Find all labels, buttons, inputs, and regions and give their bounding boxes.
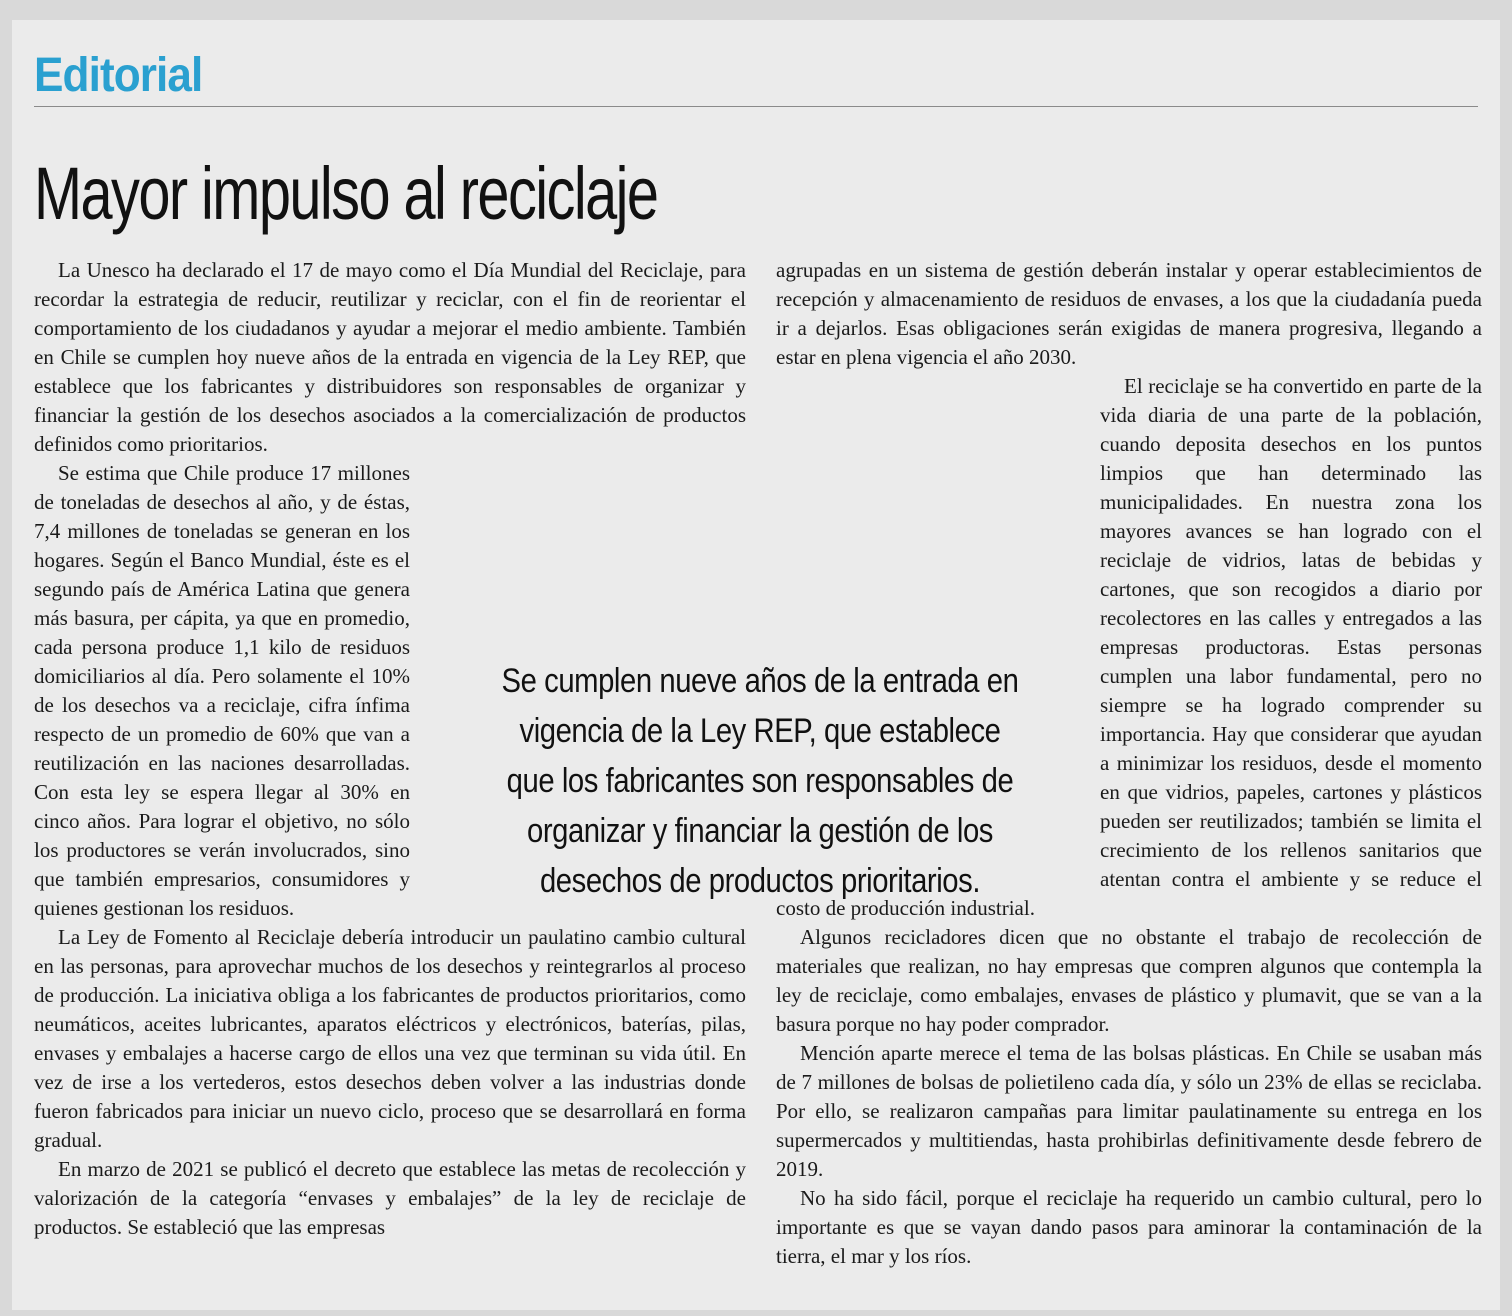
paragraph: La Ley de Fomento al Reciclaje debería introducir un paulatino cambio cultural en las personas, para aprovechar muchos de los desechos y reintegrarlos al proceso de producción. La iniciativa obliga a los fabricantes de productos prioritarios, como neumáticos, aceites lubricantes, aparatos eléctricos y electrónicos, baterías, pilas, envases y embalajes a hacerse cargo de ellos una vez que terminan su vida útil. En vez de irse a los vertederos, estos desechos deben volver a las industrias donde fueron fabricados para iniciar un nuevo ciclo, proceso que se desarrollará en forma gradual. [34, 925, 746, 1152]
editorial-page [12, 20, 1500, 1310]
paragraph: agrupadas en un sistema de gestión deberán instalar y operar establecimientos de recepción y almacenamiento de residuos de envases, a los que la ciudadanía pueda ir a dejarlos. Esas obligaciones serán exigidas de manera progresiva, llegando a estar en plena vigencia el año 2030. [776, 258, 1482, 369]
section-label: Editorial [34, 49, 203, 102]
article-headline: Mayor impulso al reciclaje [34, 152, 658, 235]
paragraph: Algunos recicladores dicen que no obstante el trabajo de recolección de materiales que realizan, no hay empresas que compren algunos que contempla la ley de reciclaje, como embalajes, envases de plástico y plumavit, que se van a la basura porque no hay poder comprador. [776, 925, 1482, 1036]
paragraph: No ha sido fácil, porque el reciclaje ha requerido un cambio cultural, pero lo importante es que se vayan dando pasos para aminorar la contaminación de la tierra, el mar y los ríos. [776, 1186, 1482, 1268]
paragraph: Mención aparte merece el tema de las bolsas plásticas. En Chile se usaban más de 7 millones de bolsas de polietileno cada día, y sólo un 23% de ellas se reciclaba. Por ello, se realizaron campañas para limitar paulatinamente su entrega en los supermercados y multitiendas, hasta prohibirlas definitivamente desde febrero de 2019. [776, 1041, 1482, 1181]
paragraph: Se estima que Chile produce 17 millones de toneladas de desechos al año, y de éstas, 7,4 millones de toneladas se generan en los hogares. Según el Banco Mundial, éste es el segundo país de América Latina que genera más basura, per cápita, ya que en promedio, cada persona produce 1,1 kilo de residuos domiciliarios al día. Pero solamente el 10% de los desechos va a reciclaje, cifra ínfima respecto de un promedio de 60% que van a reutilización en las naciones desarrolladas. Con esta ley se espera llegar al 30% en cinco años. Para lograr el objetivo, no sólo los productores se verán involucrados, sino que también empresarios, consumidores y quienes gestionan los residuos. [34, 461, 410, 920]
paragraph: En marzo de 2021 se publicó el decreto que establece las metas de recolección y valorización de la categoría “envases y embalajes” de la ley de reciclaje de productos. Se estableció que las empresas [34, 1157, 746, 1239]
pull-quote: Se cumplen nueve años de la entrada en vigencia de la Ley REP, que establece que los fabricantes son responsables de organizar y financiar la gestión de los desechos de productos prioritarios. [501, 662, 1019, 900]
paragraph: La Unesco ha declarado el 17 de mayo como el Día Mundial del Reciclaje, para recordar la estrategia de reducir, reutilizar y reciclar, con el fin de reorientar el comportamiento de los ciudadanos y ayudar a mejorar el medio ambiente. También en Chile se cumplen hoy nueve años de la entrada en vigencia de la Ley REP, que establece que los fabricantes y distribuidores son responsables de organizar y financiar la gestión de los desechos asociados a la comercialización de productos definidos como prioritarios. [34, 258, 746, 456]
section-divider [34, 106, 1478, 107]
paragraph: El reciclaje se ha convertido en parte de la vida diaria de una parte de la población, cuando deposita desechos en los puntos limpios que han determinado las municipalidades. En nuestra zona los mayores avances se han logrado con el reciclaje de vidrios, latas de bebidas y cartones, que son recogidos a diario por recolectores en las calles y entregados a las empresas productoras. Estas personas cumplen una labor fundamental, pero no siempre se ha logrado comprender su importancia. Hay que considerar que ayudan a minimizar los residuos, desde el momento en que vidrios, papeles, cartones y plásticos pueden ser reutilizados; también se limita el crecimiento de los rellenos sanitarios que atentan contra el ambiente y se reduce el costo de producción industrial. [776, 374, 1482, 920]
